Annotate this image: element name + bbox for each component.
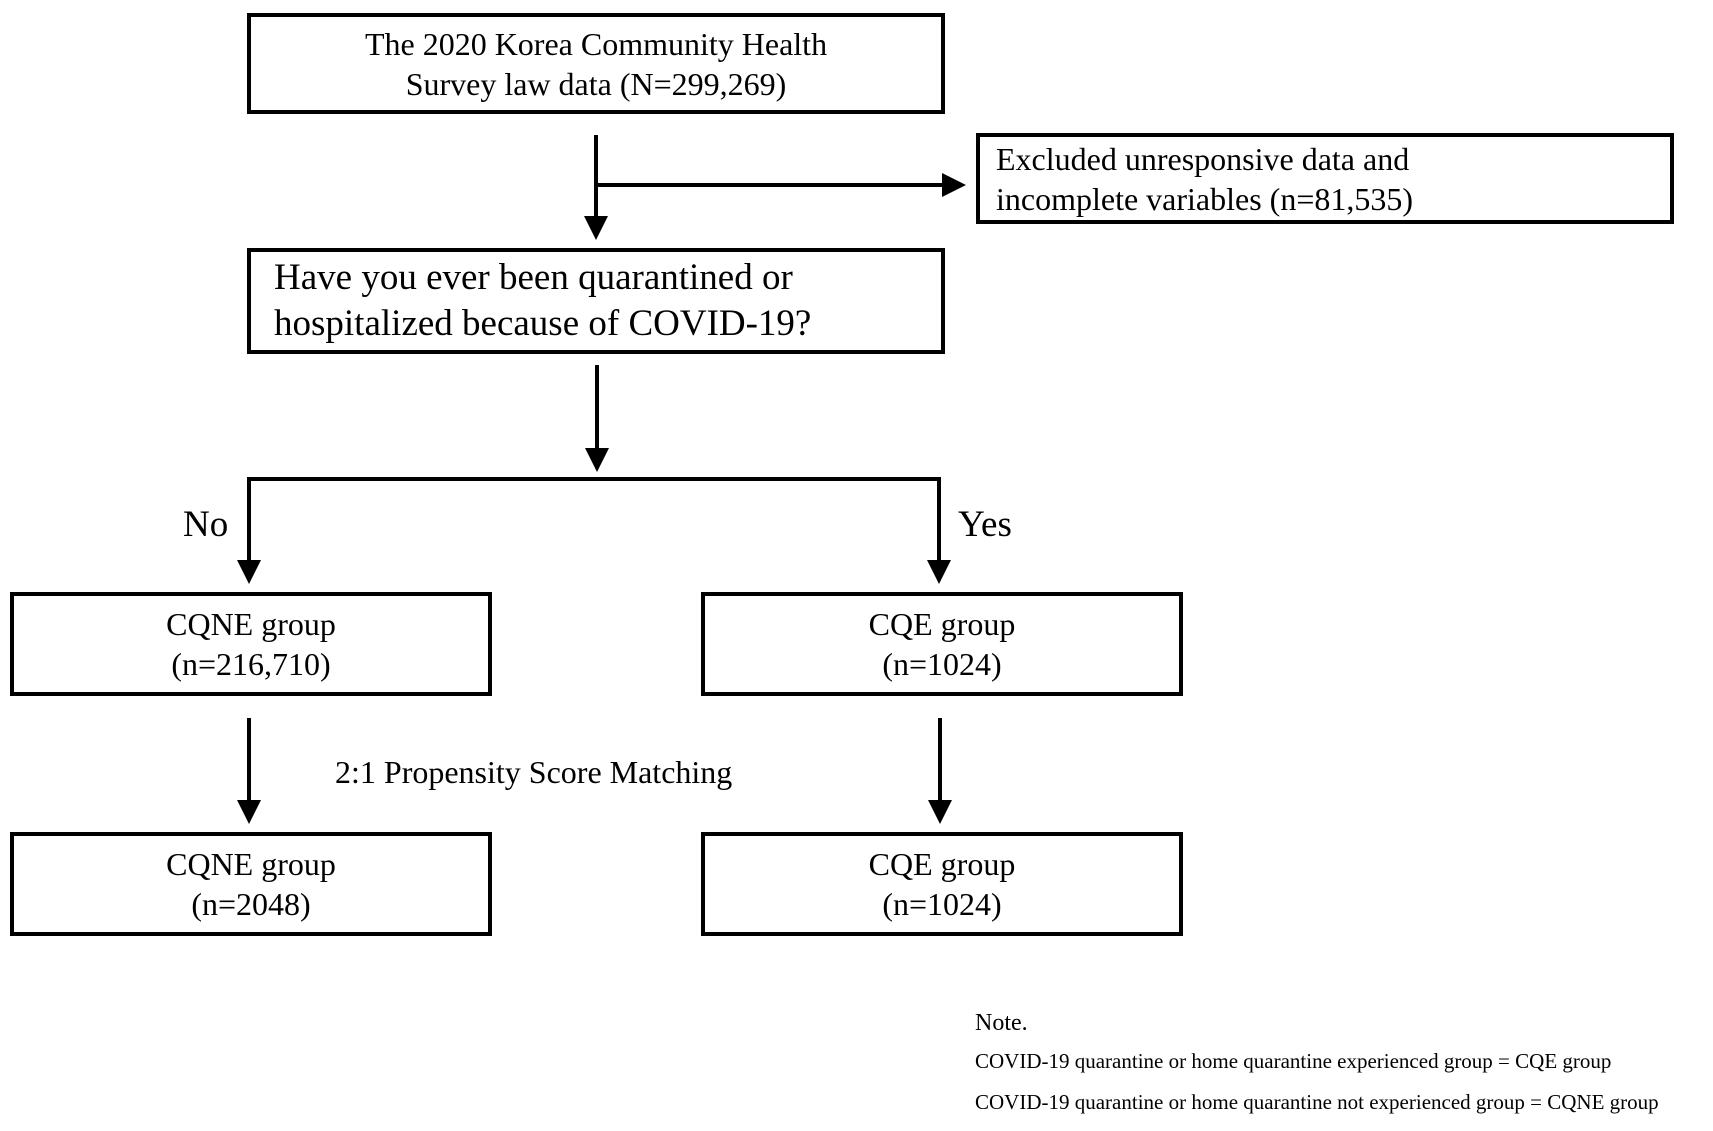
quarantine-question-line-2: hospitalized because of COVID-19?	[274, 303, 812, 344]
cqe-before-title: CQE group	[868, 606, 1016, 642]
note-title: Note.	[975, 1010, 1028, 1036]
source-data-box	[247, 13, 945, 114]
split-connector	[249, 479, 939, 578]
source-data-line-2: Survey law data (N=299,269)	[405, 65, 787, 102]
branch-label-yes: Yes	[958, 504, 1012, 545]
cqne-group-after-matching-box	[10, 832, 492, 936]
cqne-group-before-matching-box	[10, 592, 492, 696]
footnote	[975, 1010, 1659, 1131]
cqe-after-title: CQE group	[868, 846, 1016, 882]
cqe-after-count: (n=1024)	[882, 886, 1002, 922]
note-cqe-definition: COVID-19 quarantine or home quarantine experienced group = CQE group	[975, 1049, 1612, 1073]
cqe-group-before-matching-box	[701, 592, 1183, 696]
propensity-score-matching-label: 2:1 Propensity Score Matching	[335, 754, 733, 790]
excluded-data-line-1: Excluded unresponsive data and	[996, 140, 1410, 177]
cqne-after-count: (n=2048)	[191, 886, 311, 922]
cqe-before-count: (n=1024)	[882, 646, 1002, 682]
excluded-data-line-2: incomplete variables (n=81,535)	[996, 180, 1414, 217]
branch-label-no: No	[183, 504, 229, 545]
cqne-before-count: (n=216,710)	[171, 646, 331, 682]
quarantine-question-line-1: Have you ever been quarantined or	[274, 256, 793, 298]
note-cqne-definition: COVID-19 quarantine or home quarantine not experienced group = CQNE group	[975, 1090, 1659, 1114]
cqne-after-title: CQNE group	[166, 846, 336, 882]
cqe-group-after-matching-box	[701, 832, 1183, 936]
cqne-before-title: CQNE group	[166, 606, 336, 642]
source-data-line-1: The 2020 Korea Community Health	[364, 25, 828, 62]
excluded-data-box	[976, 133, 1674, 224]
quarantine-question-box	[247, 248, 945, 354]
